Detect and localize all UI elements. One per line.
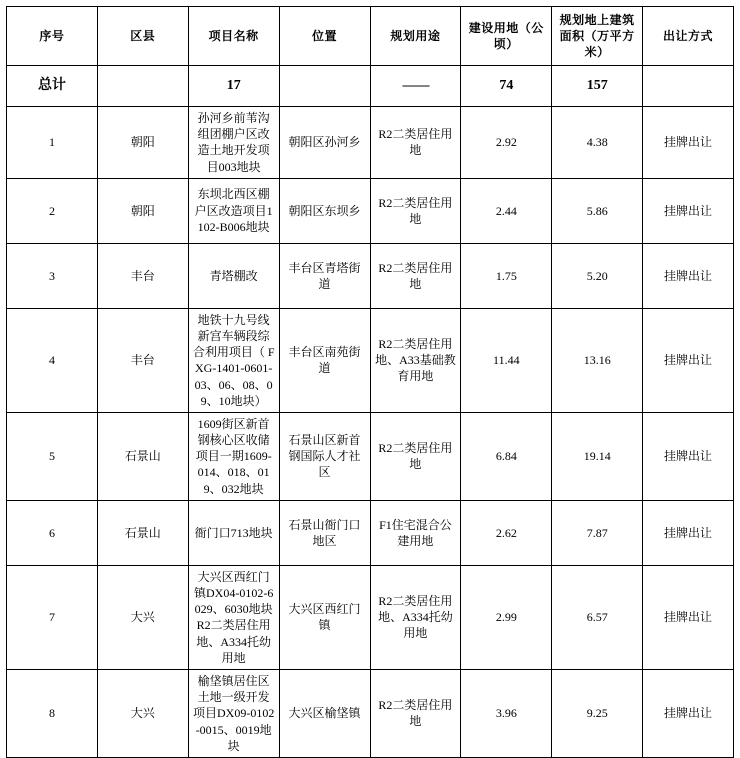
column-header-index: 序号 (7, 7, 98, 66)
row-construction-land-area: 6.84 (461, 412, 552, 500)
total-location-blank (279, 66, 370, 107)
row-transfer-mode: 挂牌出让 (643, 500, 734, 565)
row-above-ground-floor-area: 9.25 (552, 669, 643, 757)
row-planned-usage: F1住宅混合公建用地 (370, 500, 461, 565)
row-project-name: 孙河乡前苇沟组团棚户区改造土地开发项目003地块 (188, 107, 279, 179)
total-usage-dash: —— (370, 66, 461, 107)
column-header-location: 位置 (279, 7, 370, 66)
row-transfer-mode: 挂牌出让 (643, 308, 734, 412)
row-above-ground-floor-area: 4.38 (552, 107, 643, 179)
row-location: 朝阳区孙河乡 (279, 107, 370, 179)
table-row (7, 308, 734, 412)
row-index: 2 (7, 178, 98, 243)
column-header-transfer-mode: 出让方式 (643, 7, 734, 66)
row-district: 丰台 (97, 243, 188, 308)
table-row (7, 565, 734, 669)
table-row (7, 178, 734, 243)
table-row (7, 412, 734, 500)
row-location: 朝阳区东坝乡 (279, 178, 370, 243)
row-project-name: 衙门口713地块 (188, 500, 279, 565)
row-construction-land-area: 2.44 (461, 178, 552, 243)
row-construction-land-area: 2.99 (461, 565, 552, 669)
table-header (7, 7, 734, 66)
row-construction-land-area: 2.92 (461, 107, 552, 179)
row-district: 丰台 (97, 308, 188, 412)
row-above-ground-floor-area: 6.57 (552, 565, 643, 669)
row-construction-land-area: 2.62 (461, 500, 552, 565)
row-project-name: 1609街区新首钢核心区收储项目一期1609-014、018、019、032地块 (188, 412, 279, 500)
row-project-name: 大兴区西红门镇DX04-0102-6029、6030地块R2二类居住用地、A334托幼用地 (188, 565, 279, 669)
row-planned-usage: R2二类居住用地 (370, 107, 461, 179)
row-above-ground-floor-area: 5.86 (552, 178, 643, 243)
row-planned-usage: R2二类居住用地 (370, 412, 461, 500)
table-row (7, 107, 734, 179)
row-above-ground-floor-area: 7.87 (552, 500, 643, 565)
total-district-blank (97, 66, 188, 107)
row-transfer-mode: 挂牌出让 (643, 243, 734, 308)
column-header-construction-land-area: 建设用地（公顷） (461, 7, 552, 66)
row-planned-usage: R2二类居住用地 (370, 669, 461, 757)
row-index: 4 (7, 308, 98, 412)
row-project-name: 榆垡镇居住区土地一级开发项目DX09-0102-0015、0019地块 (188, 669, 279, 757)
row-index: 5 (7, 412, 98, 500)
row-district: 石景山 (97, 500, 188, 565)
total-label: 总计 (7, 66, 98, 107)
row-planned-usage: R2二类居住用地 (370, 178, 461, 243)
column-header-district: 区县 (97, 7, 188, 66)
row-project-name: 东坝北西区棚户区改造项目1102-B006地块 (188, 178, 279, 243)
row-transfer-mode: 挂牌出让 (643, 107, 734, 179)
row-location: 石景山区新首钢国际人才社区 (279, 412, 370, 500)
table-row (7, 243, 734, 308)
column-header-planned-usage: 规划用途 (370, 7, 461, 66)
row-district: 朝阳 (97, 178, 188, 243)
total-floor-area: 157 (552, 66, 643, 107)
row-above-ground-floor-area: 19.14 (552, 412, 643, 500)
row-location: 丰台区南苑街道 (279, 308, 370, 412)
row-index: 8 (7, 669, 98, 757)
total-mode-blank (643, 66, 734, 107)
table-header-row (7, 7, 734, 66)
row-transfer-mode: 挂牌出让 (643, 178, 734, 243)
row-district: 石景山 (97, 412, 188, 500)
total-count: 17 (188, 66, 279, 107)
row-construction-land-area: 1.75 (461, 243, 552, 308)
row-transfer-mode: 挂牌出让 (643, 669, 734, 757)
row-construction-land-area: 11.44 (461, 308, 552, 412)
row-index: 6 (7, 500, 98, 565)
table-row (7, 500, 734, 565)
row-location: 石景山衙门口地区 (279, 500, 370, 565)
row-above-ground-floor-area: 5.20 (552, 243, 643, 308)
row-district: 朝阳 (97, 107, 188, 179)
total-area: 74 (461, 66, 552, 107)
row-index: 7 (7, 565, 98, 669)
row-transfer-mode: 挂牌出让 (643, 412, 734, 500)
row-district: 大兴 (97, 669, 188, 757)
row-location: 大兴区榆垡镇 (279, 669, 370, 757)
row-index: 1 (7, 107, 98, 179)
row-index: 3 (7, 243, 98, 308)
table-total-row (7, 66, 734, 107)
row-location: 丰台区青塔街道 (279, 243, 370, 308)
row-district: 大兴 (97, 565, 188, 669)
row-transfer-mode: 挂牌出让 (643, 565, 734, 669)
row-location: 大兴区西红门镇 (279, 565, 370, 669)
row-planned-usage: R2二类居住用地 (370, 243, 461, 308)
row-project-name: 地铁十九号线新宫车辆段综合利用项目（ FXG-1401-0601-03、06、08、09、10地块） (188, 308, 279, 412)
land-supply-table (6, 6, 734, 758)
column-header-above-ground-floor-area: 规划地上建筑面积（万平方米） (552, 7, 643, 66)
column-header-project-name: 项目名称 (188, 7, 279, 66)
table-row (7, 669, 734, 757)
row-project-name: 青塔棚改 (188, 243, 279, 308)
row-above-ground-floor-area: 13.16 (552, 308, 643, 412)
row-planned-usage: R2二类居住用地、A334托幼用地 (370, 565, 461, 669)
row-construction-land-area: 3.96 (461, 669, 552, 757)
row-planned-usage: R2二类居住用地、A33基础教育用地 (370, 308, 461, 412)
table-body (7, 66, 734, 758)
